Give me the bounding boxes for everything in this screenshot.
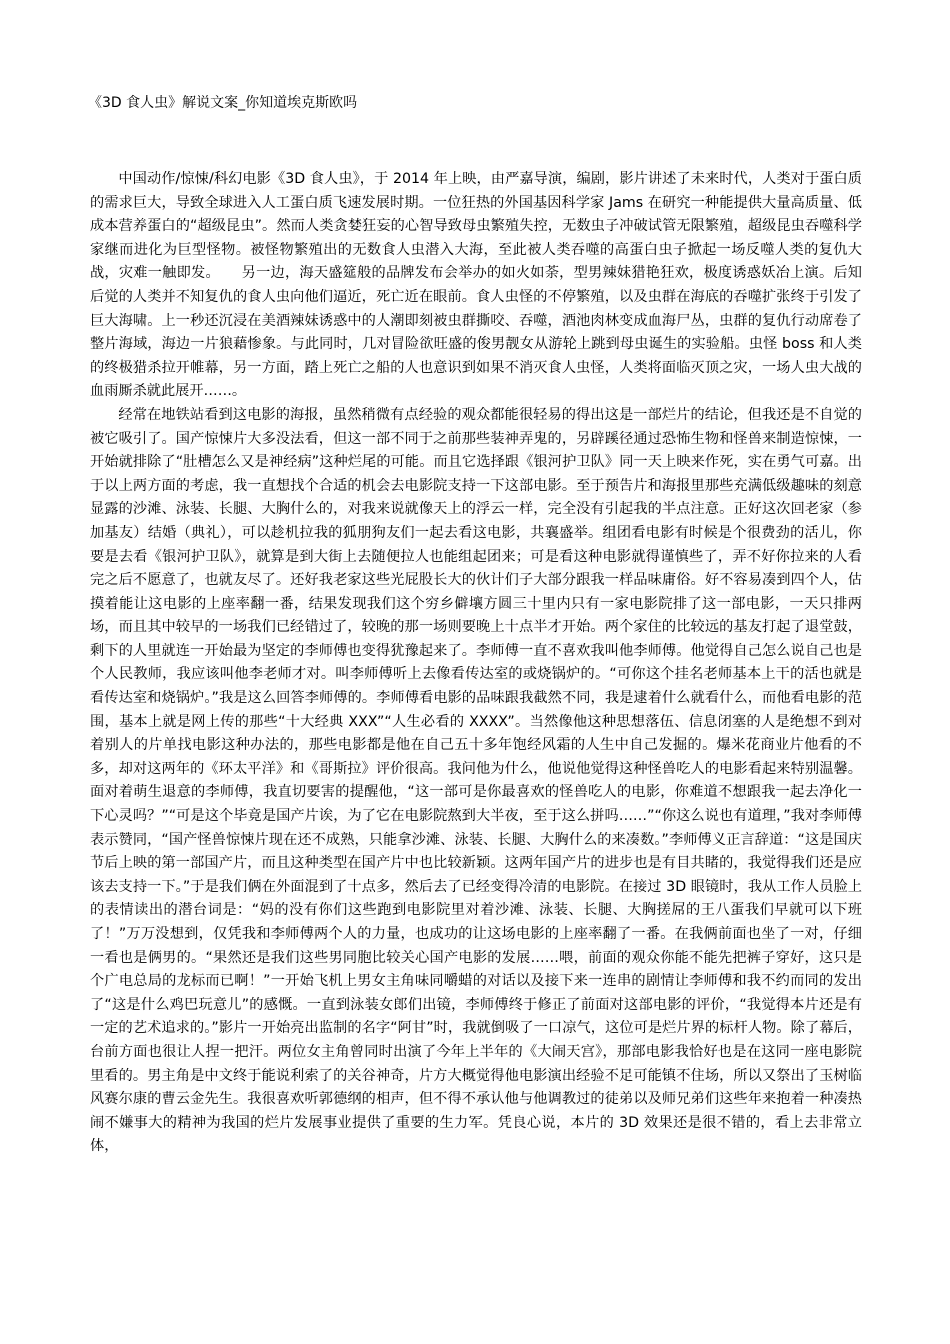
document-title: 《3D 食人虫》解说文案_你知道埃克斯欧吗	[88, 95, 358, 111]
document-body	[90, 168, 862, 1159]
paragraph-synopsis: 中国动作/惊悚/科幻电影《3D 食人虫》，于 2014 年上映，由严嘉导演，编剧，影片讲述了未来时代，人类对于蛋白质的需求巨大，导致全球进入人工蛋白质飞速发展时期。一位狂热的外国基因科学家 Jams 在研究一种能提供大量高质量、低成本营养蛋白的“超级昆虫”。然而人类贪婪狂妄的心智导致母虫繁殖失控，无数虫子冲破试管无限繁殖，超级昆虫吞噬科学家继而进化为巨型怪物。被怪物繁殖出的无数食人虫潜入大海，至此被人类吞噬的高蛋白虫子掀起一场反噬人类的复仇大战，灾难一触即发。 另一边，海天盛筵般的品牌发布会举办的如火如荼，型男辣妹猎艳狂欢，极度诱惑妖冶上演。后知后觉的人类并不知复仇的食人虫向他们逼近，死亡近在眼前。食人虫怪的不停繁殖，以及虫群在海底的吞噬扩张终于引发了巨大海啸。上一秒还沉浸在美酒辣妹诱惑中的人潮即刻被虫群撕咬、吞噬，酒池肉林变成血海尸丛，虫群的复仇行动席卷了整片海域，海边一片狼藉惨象。与此同时，几对冒险欲旺盛的俊男靓女从游轮上跳到母虫诞生的实验船。虫怪 boss 和人类的终极猎杀拉开帷幕，另一方面，踏上死亡之船的人也意识到如果不消灭食人虫怪，人类将面临灭顶之灾，一场人虫大战的血雨厮杀就此展开……。	[90, 171, 862, 400]
paragraph-review: 经常在地铁站看到这电影的海报，虽然稍微有点经验的观众都能很轻易的得出这是一部烂片的结论，但我还是不自觉的被它吸引了。国产惊悚片大多没法看，但这一部不同于之前那些装神弄鬼的，另辟蹊径通过恐怖生物和怪兽来制造惊悚，一开始就排除了“肚槽怎么又是神经病”这种烂尾的可能。而且它选择跟《银河护卫队》同一天上映来作死，实在勇气可嘉。出于以上两方面的考虑，我一直想找个合适的机会去电影院支持一下这部电影。至于预告片和海报里那些充满低级趣味的刻意显露的沙滩、泳装、长腿、大胸什么的，对我来说就像天上的浮云一样，完全没有引起我的半点注意。正好这次回老家（参加基友）结婚（典礼），可以趁机拉我的狐朋狗友们一起去看这电影，共襄盛举。组团看电影有时候是个很费劲的活儿，你要是去看《银河护卫队》，就算是到大街上去随便拉人也能组起团来；可是看这种电影就得谨慎些了，弄不好你拉来的人看完之后不愿意了，也就友尽了。还好我老家这些光屁股长大的伙计们子大部分跟我一样品味庸俗。好不容易凑到四个人，估摸着能让这电影的上座率翻一番，结果发现我们这个穷乡僻壤方圆三十里内只有一家电影院排了这一部电影，一天只排两场，而且其中较早的一场我们已经错过了，较晚的那一场则要晚上十点半才开始。两个家住的比较远的基友打起了退堂鼓，剩下的人里就连一开始最为坚定的李师傅也变得犹豫起来了。李师傅一直不喜欢我叫他李师傅。他觉得自己怎么说自己也是个人民教师，我应该叫他李老师才对。叫李师傅听上去像看传达室的或烧锅炉的。“可你这个挂名老师基本上干的活也就是看传达室和烧锅炉。”我是这么回答李师傅的。李师傅看电影的品味跟我截然不同，我是逮着什么就看什么，而他看电影的范围，基本上就是网上传的那些“十大经典 XXX”“人生必看的 XXXX”。当然像他这种思想落伍、信息闭塞的人是绝想不到对着别人的片单找电影这种办法的，那些电影都是他在自己五十多年饱经风霜的人生中自己发掘的。爆米花商业片他看的不多，却对这两年的《环太平洋》和《哥斯拉》评价很高。我问他为什么，他说他觉得这种怪兽吃人的电影看起来特别温馨。面对着萌生退意的李师傅，我直切要害的提醒他，“这一部可是你最喜欢的怪兽吃人的电影，你难道不想跟我一起去净化一下心灵吗？”“可是这个毕竟是国产片诶，为了它在电影院熬到大半夜，至于这么拼吗……”“你这么说也有道理，”我对李师傅表示赞同，“国产怪兽惊悚片现在还不成熟，只能拿沙滩、泳装、长腿、大胸什么的来凑数。”李师傅义正言辞道：“这是国庆节后上映的第一部国产片，而且这种类型在国产片中也比较新颖。这两年国产片的进步也是有目共睹的，我觉得我们还是应该去支持一下。”于是我们俩在外面混到了十点多，然后去了已经变得冷清的电影院。在接过 3D 眼镜时，我从工作人员脸上的表情读出的潜台词是：“妈的没有你们这些跑到电影院里对着沙滩、泳装、长腿、大胸搓屌的王八蛋我们早就可以下班了！”万万没想到，仅凭我和李师傅两个人的力量，也成功的让这场电影的上座率翻了一番。在我俩前面也坐了一对，仔细一看也是俩男的。“果然还是我们这些男同胞比较关心国产电影的发展……喂，前面的观众你能不能先把裤子穿好，这只是个广电总局的龙标而已啊！”一开始飞机上男女主角味同嚼蜡的对话以及接下来一连串的剧情让李师傅和我不约而同的发出了“这是什么鸡巴玩意儿”的感慨。一直到泳装女郎们出镜，李师傅终于修正了前面对这部电影的评价，“我觉得本片还是有一定的艺术追求的。”影片一开始亮出监制的名字“阿甘”时，我就倒吸了一口凉气，这位可是烂片界的标杆人物。除了幕后，台前方面也很让人捏一把汗。两位女主角曾同时出演了今年上半年的《大闹天宫》，那部电影我恰好也是在这同一座电影院里看的。男主角是中文终于能说利索了的关谷神奇，片方大概觉得他电影演出经验不足可能镇不住场，所以又祭出了玉树临风赛尔康的曹云金先生。我很喜欢听郭德纲的相声，但不得不承认他与他调教过的徒弟以及师兄弟们这些年来抱着一种凑热闹不嫌事大的精神为我国的烂片发展事业提供了重要的生力军。凭良心说，本片的 3D 效果还是很不错的，看上去非常立体，	[90, 406, 862, 1155]
